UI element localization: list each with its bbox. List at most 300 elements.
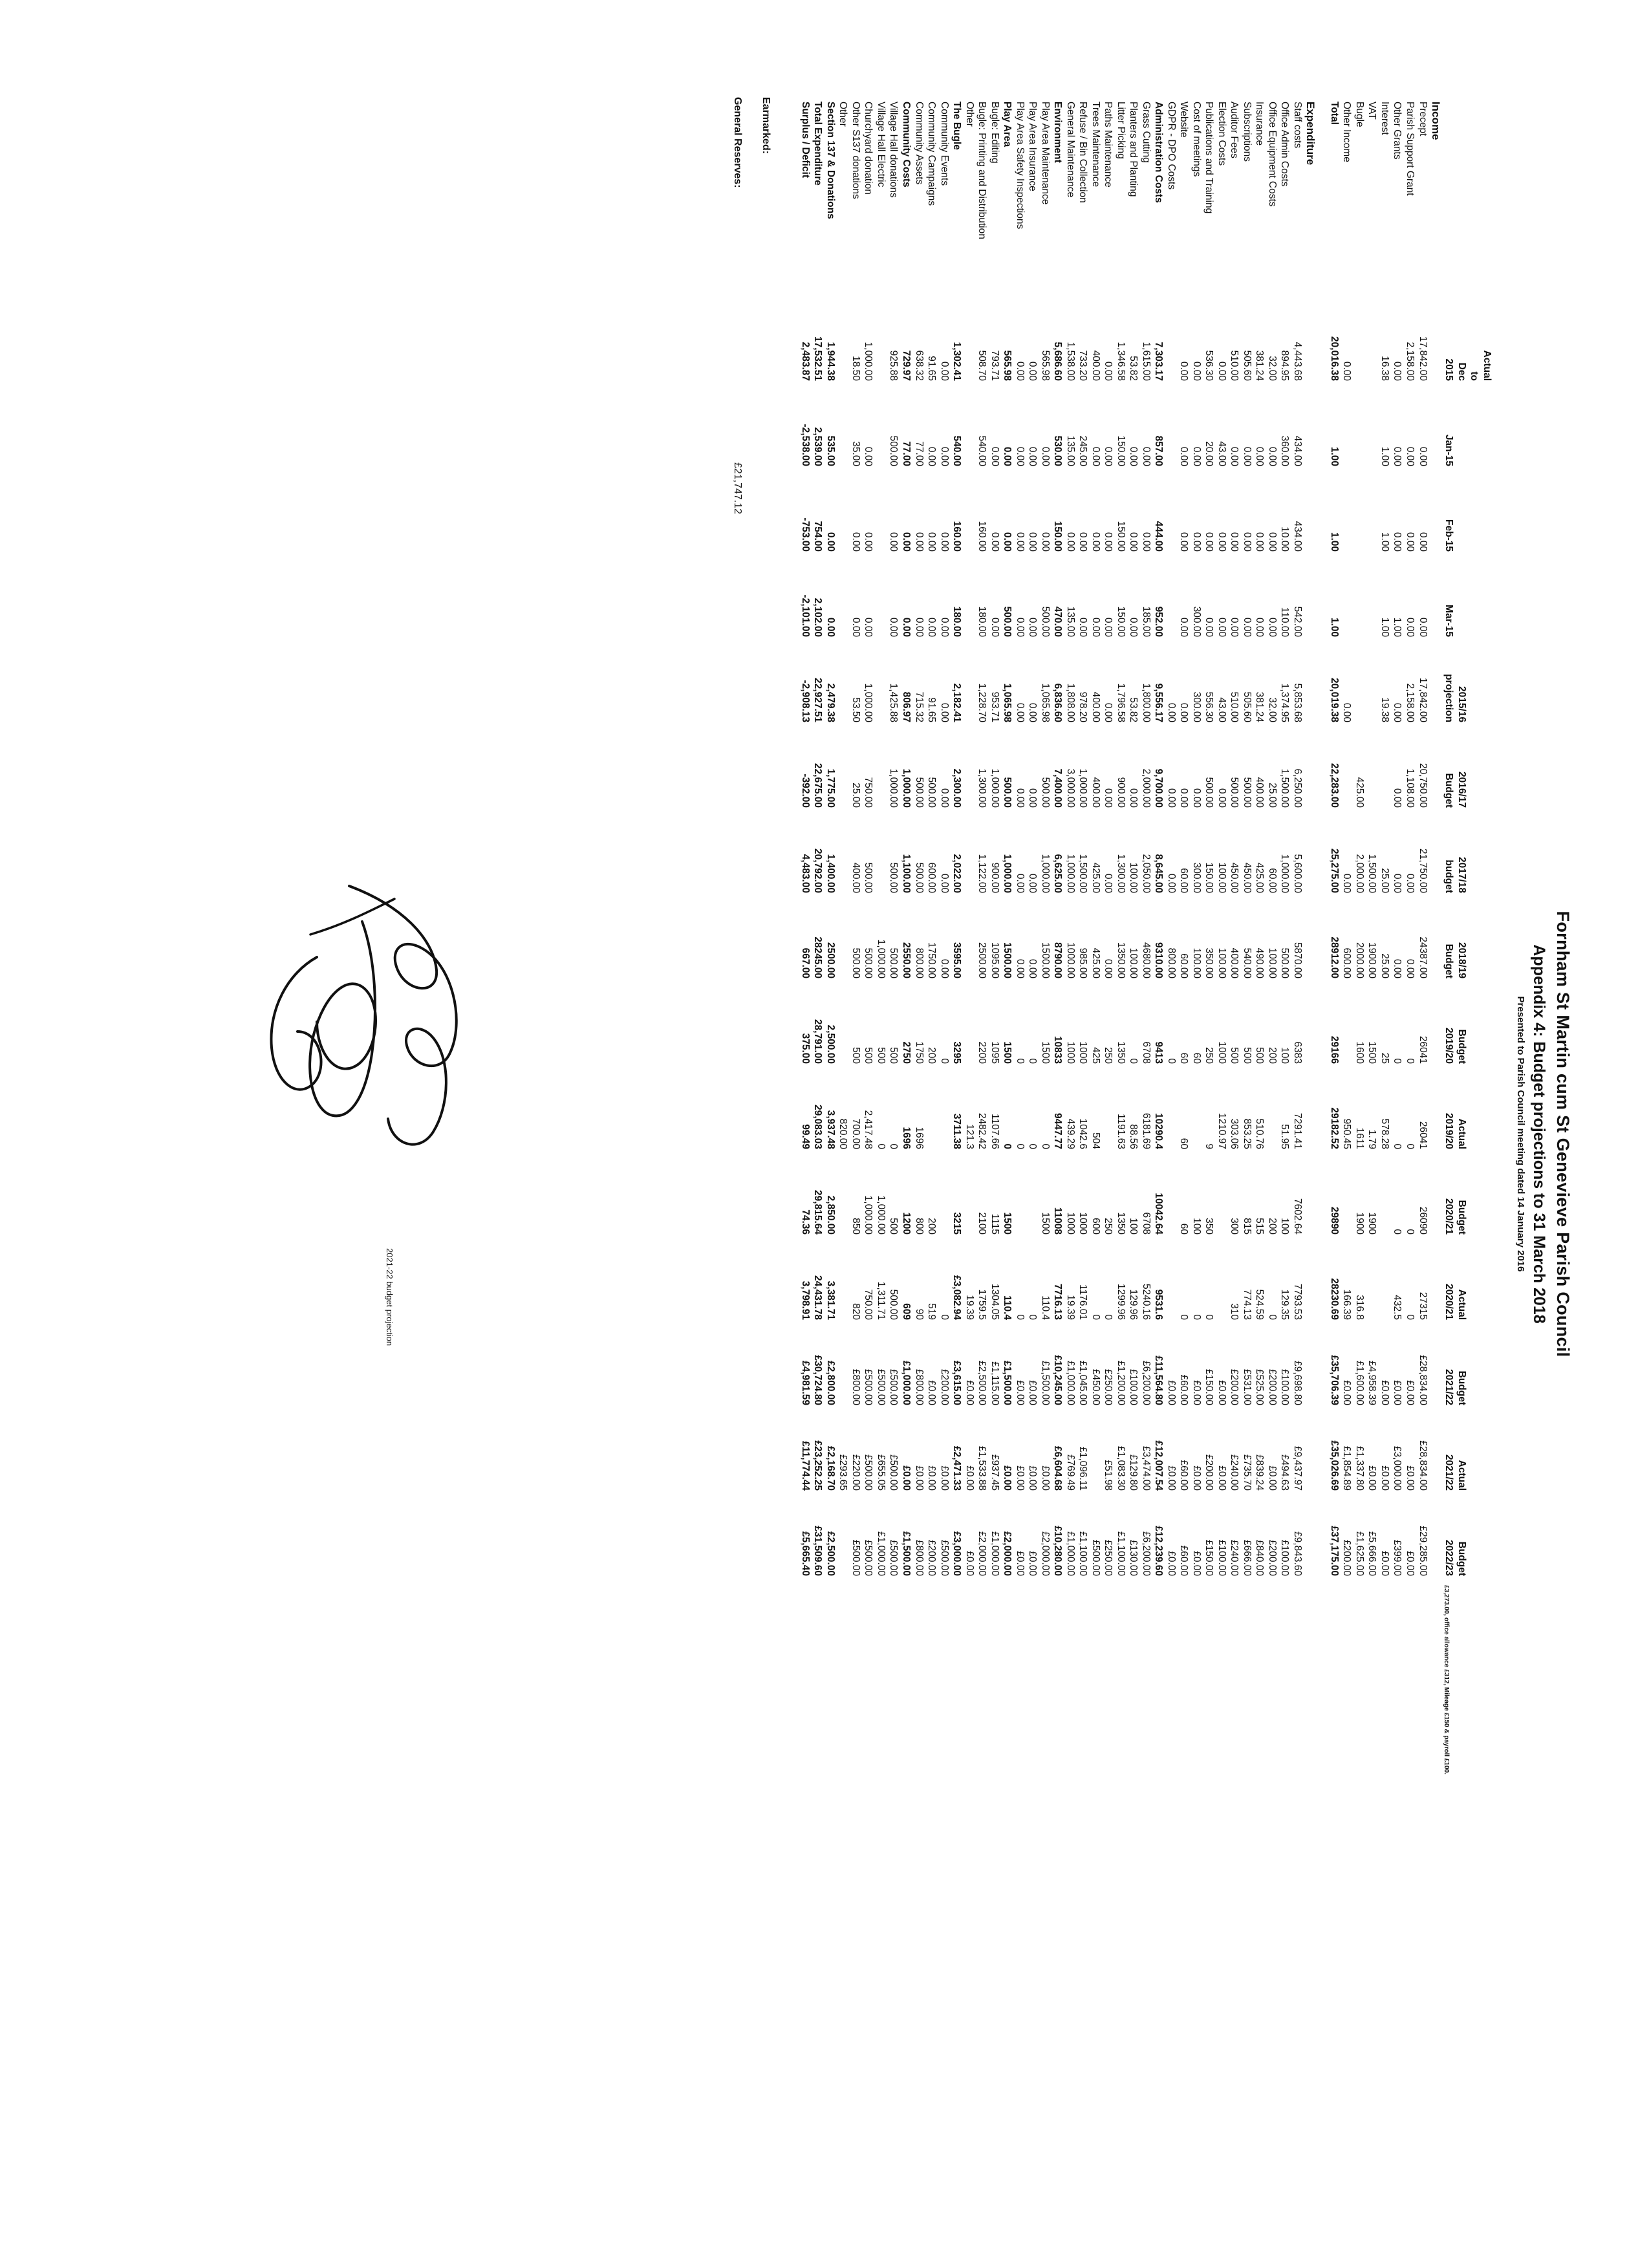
- cell-note: [824, 1581, 837, 1779]
- cell: 0: [1027, 1143, 1039, 1149]
- cell: £100.00: [1279, 1539, 1291, 1576]
- cell: 18.50: [850, 356, 861, 381]
- cell: 0.00: [1405, 446, 1416, 466]
- table-row: [1291, 97, 1304, 1779]
- cell: 60.00: [1178, 868, 1190, 893]
- table-row: [1102, 97, 1115, 1779]
- table-row: [1139, 97, 1152, 1779]
- cell: 1759.5: [976, 1289, 988, 1320]
- cell: 310: [1229, 1303, 1240, 1320]
- cell: 500.00: [1241, 777, 1253, 808]
- cell: £30,724.80: [812, 1355, 824, 1405]
- cell: 0: [1039, 1143, 1051, 1149]
- cell: 245.00: [1077, 435, 1089, 466]
- cell: 350: [1203, 1218, 1215, 1235]
- cell: 8,645.00: [1153, 854, 1165, 893]
- cell: £0.00: [1392, 1380, 1403, 1405]
- row-label: Play Area Insurance: [1027, 102, 1039, 191]
- cell: 90: [913, 1308, 925, 1320]
- cell: [1341, 727, 1353, 812]
- cell: 1900: [1366, 1212, 1378, 1235]
- row-label: Play Area: [1002, 102, 1013, 147]
- cell: [1215, 1154, 1228, 1239]
- cell: [837, 556, 850, 642]
- cell: 1299.96: [1115, 1283, 1126, 1320]
- cell: 17,842.00: [1417, 336, 1428, 381]
- cell: 952.00: [1153, 606, 1165, 637]
- row-label: Environment: [1052, 102, 1064, 163]
- cell: £100.00: [1216, 1539, 1227, 1576]
- cell: 815: [1241, 1218, 1253, 1235]
- cell: 2,022.00: [951, 854, 963, 893]
- cell-note: [1178, 1581, 1191, 1779]
- column-header-12: Budget 2021/22: [1443, 1368, 1467, 1405]
- cell: 0.00: [1027, 532, 1039, 552]
- cell: £3,082.94: [951, 1275, 963, 1320]
- cell: 77.00: [901, 441, 912, 466]
- cell: [1366, 727, 1379, 812]
- row-label: Total: [1328, 102, 1340, 125]
- cell: £1,000.00: [875, 1531, 887, 1576]
- cell: 0.00: [938, 532, 950, 552]
- column-header-1: Jan-15: [1443, 434, 1455, 466]
- cell: [1341, 471, 1353, 556]
- cell: 0: [1002, 1143, 1013, 1149]
- cell: 250: [1203, 1047, 1215, 1064]
- cell: 950.45: [1341, 1118, 1353, 1149]
- cell: [837, 1495, 850, 1581]
- cell: 0.00: [1002, 532, 1013, 552]
- cell: 504: [1090, 1132, 1101, 1149]
- cell: 1500.00: [1002, 942, 1013, 978]
- cell: 400.00: [850, 862, 861, 893]
- cell: 0.00: [1266, 532, 1278, 552]
- cell: [1366, 556, 1379, 642]
- cell: £23,252.25: [812, 1440, 824, 1491]
- row-label: Other Income: [1341, 102, 1353, 162]
- cell: 129.96: [1128, 1289, 1139, 1320]
- cell: £200.00: [1229, 1368, 1240, 1405]
- cell: 91.65: [926, 356, 938, 381]
- table-row: [1089, 97, 1102, 1779]
- cell: 434.00: [1292, 521, 1303, 552]
- cell: 425.00: [1090, 947, 1101, 978]
- column-header-14: Budget 2022/23: [1443, 1539, 1467, 1576]
- cell: 0: [1128, 1058, 1139, 1064]
- cell: 1,000.00: [875, 1195, 887, 1235]
- cell: 1611: [1353, 1127, 1365, 1149]
- cell: 0: [1405, 1058, 1416, 1064]
- cell: [1353, 385, 1366, 471]
- cell: 900.00: [1115, 777, 1126, 808]
- cell: 0.00: [1216, 532, 1227, 552]
- cell: 1,228.70: [976, 683, 988, 722]
- cell: 3215: [951, 1212, 963, 1235]
- cell: £2,000.00: [1002, 1531, 1013, 1576]
- cell: 0.00: [1405, 873, 1416, 893]
- cell: 0.00: [1178, 361, 1190, 381]
- cell: 0.00: [1178, 702, 1190, 722]
- column-header-2: Feb-15: [1443, 519, 1455, 552]
- cell: 1,000.00: [901, 768, 912, 808]
- cell: 1,615.00: [1140, 341, 1152, 381]
- table-row: [988, 97, 1001, 1779]
- presented-line: Presented to Parish Council meeting dated 14 January 2016: [1515, 996, 1526, 1272]
- cell: 21,750.00: [1417, 848, 1428, 893]
- cell: 0.00: [1140, 532, 1152, 552]
- cell: [1366, 300, 1379, 385]
- cell: [1165, 471, 1178, 556]
- cell: £0.00: [1027, 1380, 1039, 1405]
- cell: 0.00: [1103, 958, 1114, 978]
- cell: £1,625.00: [1353, 1531, 1365, 1576]
- cell: £60.00: [1178, 1545, 1190, 1576]
- row-label: Interest: [1379, 102, 1390, 135]
- cell: [1013, 1154, 1026, 1239]
- cell: 26090: [1417, 1206, 1428, 1235]
- row-label: Planters and Planting: [1128, 102, 1139, 197]
- cell: [837, 1154, 850, 1239]
- cell: 5240.16: [1140, 1283, 1152, 1320]
- cell: 0.00: [1128, 446, 1139, 466]
- row-label: Section 137 & Donations: [824, 102, 836, 219]
- section-heading-row: [1304, 97, 1317, 1779]
- cell: 1500.00: [1039, 942, 1051, 978]
- cell: £0.00: [1165, 1465, 1177, 1491]
- cell: £0.00: [1191, 1380, 1202, 1405]
- cell: 32.00: [1266, 697, 1278, 722]
- table-row: [1114, 97, 1127, 1779]
- cell: £51.98: [1103, 1460, 1114, 1491]
- row-label: Parish Support Grant: [1405, 102, 1416, 196]
- cell: 60.00: [1178, 953, 1190, 978]
- cell-note: [1240, 1581, 1253, 1779]
- cell: 0: [1178, 1314, 1190, 1320]
- cell: 1,000.00: [863, 341, 874, 381]
- cell: 0.00: [989, 617, 1000, 637]
- cell: £500.00: [875, 1368, 887, 1405]
- cell: 1500: [1002, 1041, 1013, 1064]
- cell: [963, 812, 976, 898]
- cell: 0.00: [1027, 958, 1039, 978]
- cell-note: [912, 1581, 925, 1779]
- cell: £0.00: [1191, 1551, 1202, 1576]
- cell: 0: [1392, 1229, 1403, 1235]
- cell: 350.00: [1203, 947, 1215, 978]
- cell: 0.00: [938, 361, 950, 381]
- column-header-8: Budget 2019/20: [1443, 1027, 1467, 1064]
- cell: 2200: [976, 1041, 988, 1064]
- cell: £129.80: [1128, 1454, 1139, 1491]
- cell: 0.00: [938, 446, 950, 466]
- row-label: The Bugle: [951, 102, 963, 150]
- cell: 0.00: [1191, 788, 1202, 808]
- cell: 953.71: [989, 691, 1000, 722]
- cell: £0.00: [1366, 1465, 1378, 1491]
- cell: 1200: [901, 1212, 912, 1235]
- cell: 2482.42: [976, 1112, 988, 1149]
- cell: 820.00: [837, 1118, 849, 1149]
- row-label: General Maintenance: [1064, 102, 1076, 198]
- cell: 894.95: [1279, 350, 1291, 381]
- cell: 540.00: [976, 435, 988, 466]
- cell: 150.00: [1052, 521, 1064, 552]
- cell: 1600: [1353, 1041, 1365, 1064]
- cell: £0.00: [1014, 1551, 1026, 1576]
- row-label: Other: [837, 102, 849, 127]
- cell: 1000: [1216, 1041, 1227, 1064]
- cell: 0: [1103, 1314, 1114, 1320]
- cell: 135.00: [1064, 606, 1076, 637]
- cell: 600.00: [926, 862, 938, 893]
- cell: 0: [1392, 1143, 1403, 1149]
- cell: £2,500.00: [824, 1531, 836, 1576]
- cell: 0: [938, 1058, 950, 1064]
- cell: 25: [1379, 1052, 1390, 1064]
- table-row: [1366, 97, 1379, 1779]
- cell: £1,337.80: [1353, 1446, 1365, 1491]
- cell: £800.00: [850, 1368, 861, 1405]
- cell-note: [1416, 1581, 1429, 1779]
- cell: 9447.77: [1052, 1112, 1064, 1149]
- cell: 0: [888, 1143, 900, 1149]
- cell: [1165, 385, 1178, 471]
- cell: 1,000.00: [1064, 854, 1076, 893]
- table-row: [1127, 97, 1140, 1779]
- cell: 505.60: [1241, 691, 1253, 722]
- cell: £0.00: [1165, 1551, 1177, 1576]
- cell: [837, 471, 850, 556]
- cell: [1366, 1239, 1379, 1324]
- cell: 303.06: [1229, 1118, 1240, 1149]
- cell: £0.00: [1216, 1380, 1227, 1405]
- cell: 0.00: [1417, 617, 1428, 637]
- cell: £500.00: [888, 1454, 900, 1491]
- cell: 0.00: [1341, 873, 1353, 893]
- cell: 0.00: [1128, 532, 1139, 552]
- general-reserves-line: [731, 97, 743, 2268]
- cell: 0.00: [1103, 361, 1114, 381]
- cell: 1350.00: [1115, 942, 1126, 978]
- cell: 0.00: [824, 617, 836, 637]
- cell: £3,000.00: [1392, 1446, 1403, 1491]
- cell: 0.00: [1178, 617, 1190, 637]
- cell-note: [1404, 1581, 1417, 1779]
- cell: [1378, 727, 1391, 812]
- cell: 1,374.95: [1279, 683, 1291, 722]
- cell: [938, 1068, 951, 1154]
- cell: 53.82: [1128, 356, 1139, 381]
- cell: 0.00: [1405, 958, 1416, 978]
- cell: 0.00: [1417, 446, 1428, 466]
- cell: 0.00: [1014, 873, 1026, 893]
- cell: 0: [1014, 1058, 1026, 1064]
- row-spacer: [1317, 97, 1328, 1779]
- cell-note: [1064, 1581, 1077, 1779]
- cell: 1500: [1366, 1041, 1378, 1064]
- cell: 29,083.03: [812, 1105, 824, 1149]
- cell: 0.00: [1266, 446, 1278, 466]
- row-label: Community Events: [938, 102, 950, 186]
- cell: 0.00: [1216, 617, 1227, 637]
- cell: [1266, 1068, 1278, 1154]
- cell: [837, 1239, 850, 1324]
- cell: 0.00: [1254, 532, 1266, 552]
- cell: 500: [850, 1047, 861, 1064]
- table-row: [1240, 97, 1253, 1779]
- cell: 524.59: [1254, 1289, 1266, 1320]
- cell: 500.00: [913, 862, 925, 893]
- cell: 1750.00: [926, 942, 938, 978]
- cell: £399.00: [1392, 1539, 1403, 1576]
- cell: £937.45: [989, 1454, 1000, 1491]
- cell: 22,283.00: [1328, 763, 1340, 808]
- cell: [837, 385, 850, 471]
- cell: 1,000.00: [1077, 768, 1089, 808]
- cell: [1102, 1068, 1115, 1154]
- cell: 0.00: [1002, 446, 1013, 466]
- earmarked-label: Earmarked:: [760, 97, 772, 155]
- cell: 0.00: [1254, 617, 1266, 637]
- cell: [874, 300, 887, 385]
- cell: 0: [1392, 1058, 1403, 1064]
- cell: 1,775.00: [824, 768, 836, 808]
- cell: 20,016.38: [1328, 336, 1340, 381]
- table-row: [1215, 97, 1228, 1779]
- cell: 2,500.00: [824, 1024, 836, 1064]
- cell: £60.00: [1178, 1460, 1190, 1491]
- cell: 60.00: [1266, 868, 1278, 893]
- cell: -753.00: [799, 517, 811, 552]
- cell-note: [1114, 1581, 1127, 1779]
- row-label: Other: [964, 102, 975, 127]
- cell: £150.00: [1203, 1539, 1215, 1576]
- cell: 1,065.98: [1039, 683, 1051, 722]
- cell: 2,417.48: [863, 1110, 874, 1149]
- cell: 0.00: [989, 446, 1000, 466]
- cell: £12,239.60: [1153, 1526, 1165, 1576]
- cell: 500: [1241, 1047, 1253, 1064]
- cell: 0.00: [938, 788, 950, 808]
- cell-note: [1001, 1581, 1014, 1779]
- cell: 0.00: [863, 617, 874, 637]
- column-header-label: [1443, 97, 1493, 300]
- cell: [837, 898, 850, 983]
- cell: [1341, 385, 1353, 471]
- cell: 4680.00: [1140, 942, 1152, 978]
- cell: 0.00: [1103, 617, 1114, 637]
- cell-note: [812, 1581, 824, 1779]
- cell: 29890: [1328, 1206, 1340, 1235]
- cell: 0.00: [938, 702, 950, 722]
- table-row: [1266, 97, 1278, 1779]
- column-header-13: Actual 2021/22: [1443, 1454, 1467, 1491]
- cell: £5,665.40: [799, 1531, 811, 1576]
- cell: 0: [1027, 1314, 1039, 1320]
- cell: 53.82: [1128, 697, 1139, 722]
- cell: 1000: [1077, 1212, 1089, 1235]
- cell: 99.49: [799, 1124, 811, 1149]
- cell: 0.00: [926, 446, 938, 466]
- cell-note: [1165, 1581, 1178, 1779]
- cell: 0: [1165, 1058, 1177, 1064]
- cell: -2,101.00: [799, 594, 811, 637]
- cell: £0.00: [964, 1380, 975, 1405]
- cell: 300.00: [1191, 862, 1202, 893]
- cell: [1353, 300, 1366, 385]
- cell: 0.00: [1014, 788, 1026, 808]
- table-row: [874, 97, 887, 1779]
- cell: 600.00: [1341, 947, 1353, 978]
- cell: £60.00: [1178, 1374, 1190, 1405]
- cell: 0.00: [1191, 446, 1202, 466]
- cell: 19.38: [1379, 697, 1390, 722]
- cell: £2,471.33: [951, 1446, 963, 1491]
- cell: 0.00: [1392, 446, 1403, 466]
- cell: [837, 1324, 850, 1410]
- cell: £0.00: [1002, 1465, 1013, 1491]
- cell: £293.65: [837, 1454, 849, 1491]
- cell: 381.24: [1254, 691, 1266, 722]
- cell: 1,425.88: [888, 683, 900, 722]
- cell-note: [1341, 1581, 1353, 1779]
- cell: 0.00: [1090, 446, 1101, 466]
- page-title: Fornham St Martin cum St Genevieve Parish Council: [1553, 911, 1573, 1357]
- signature: [239, 860, 511, 1196]
- table-row: [1001, 97, 1014, 1779]
- cell-note: [1391, 1581, 1404, 1779]
- cell: 26041: [1417, 1121, 1428, 1149]
- row-spacer: [788, 97, 799, 1779]
- table-row: [1253, 97, 1266, 1779]
- table-row: [1278, 97, 1291, 1779]
- cell: 1.00: [1392, 617, 1403, 637]
- cell: 6708: [1140, 1041, 1152, 1064]
- cell: 2,300.00: [951, 768, 963, 808]
- cell: 100: [1191, 1218, 1202, 1235]
- cell: 2,539.00: [812, 427, 824, 466]
- column-header-7: 2018/19 Budget: [1443, 942, 1467, 978]
- cell: 500.00: [888, 435, 900, 466]
- cell: 2500.00: [976, 942, 988, 978]
- cell: 4,443.68: [1292, 341, 1303, 381]
- row-label: Precept: [1417, 102, 1428, 136]
- row-label: Office Equipment Costs: [1266, 102, 1278, 207]
- cell: 5870.00: [1292, 942, 1303, 978]
- cell: 0.00: [1014, 532, 1026, 552]
- cell: [1215, 1239, 1228, 1324]
- general-reserves-value: £21,747.12: [732, 462, 744, 515]
- table-row: [963, 97, 976, 1779]
- cell: £11,774.44: [799, 1441, 811, 1491]
- cell: [1353, 471, 1366, 556]
- cell: 7716.13: [1052, 1283, 1064, 1320]
- column-note-2022-23: £3,273.00, office allowance £312, Mileage £150 & payroll £100.: [1443, 1585, 1450, 1775]
- cell: 19.39: [964, 1295, 975, 1320]
- cell: 0: [1014, 1314, 1026, 1320]
- cell: 0: [1405, 1314, 1416, 1320]
- cell: [1353, 556, 1366, 642]
- signature-caption: 2021-22 budget projection: [385, 1248, 394, 1346]
- cell: 490.00: [1254, 947, 1266, 978]
- cell: 0.00: [1191, 361, 1202, 381]
- cell: 0: [1405, 1143, 1416, 1149]
- table-row: [812, 97, 824, 1779]
- cell: 100.00: [1128, 947, 1139, 978]
- cell: 300.00: [1191, 691, 1202, 722]
- cell: 754.00: [812, 521, 824, 552]
- cell: 25.00: [1379, 868, 1390, 893]
